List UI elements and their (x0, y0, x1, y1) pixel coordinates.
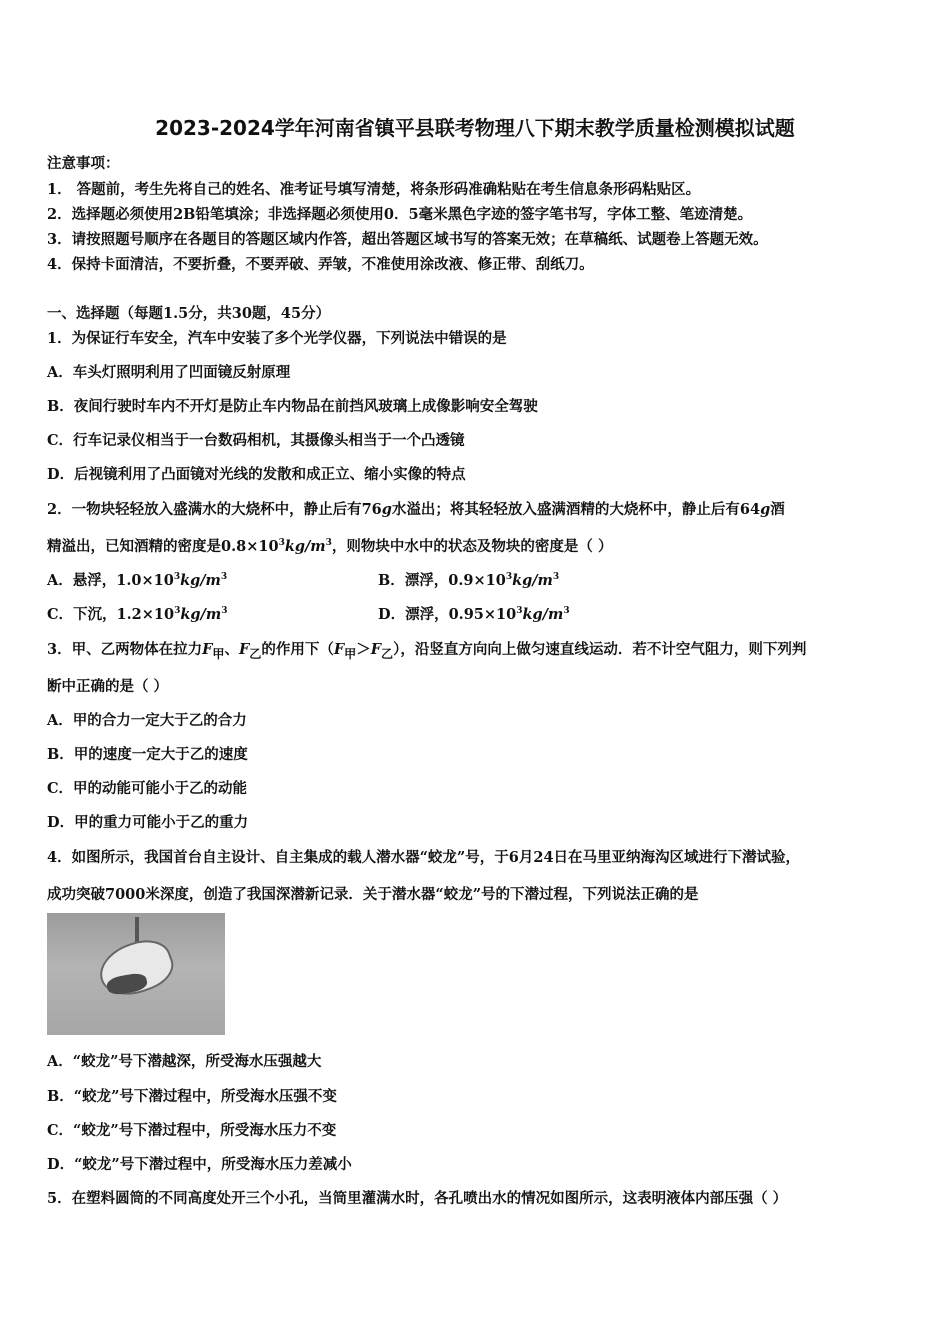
question-2-option-a (47, 569, 227, 590)
option-text: A．悬浮，1.0×10 (47, 572, 174, 589)
q3-stem-part: 的作用下（ (261, 641, 334, 658)
question-2-option-b (378, 569, 559, 590)
question-4-stem-continued: 成功突破7000米深度，创造了我国深潜新记录．关于潜水器“蛟龙”号的下潜过程，下列说法正确的是 (47, 886, 699, 903)
q2-stem-part: 2．一物块轻轻放入盛满水的大烧杯中，静止后有76 (47, 501, 382, 518)
page-title: 2023-2024学年河南省镇平县联考物理八下期末教学质量检测模拟试题 (155, 116, 795, 140)
question-3-option-c: C．甲的动能可能小于乙的动能 (47, 780, 248, 797)
option-text: D．漂浮，0.95×10 (378, 606, 517, 623)
question-2-option-c (47, 603, 227, 624)
question-3-stem (47, 638, 806, 662)
exponent: 3 (278, 538, 285, 549)
unit-density: kg/m (284, 538, 326, 555)
exponent: 3 (325, 538, 332, 549)
exponent: 3 (220, 572, 228, 583)
exponent: 3 (516, 606, 523, 617)
force-symbol: F (333, 641, 345, 658)
notice-heading: 注意事项： (47, 155, 120, 172)
question-4-option-b: B．“蛟龙”号下潜过程中，所受海水压强不变 (47, 1088, 337, 1105)
unit-density: kg/m (180, 606, 222, 623)
notice-item: 3．请按照题号顺序在各题目的答题区域内作答，超出答题区域书写的答案无效；在草稿纸、试题卷上答题无效。 (47, 231, 768, 248)
subscript: 甲 (212, 646, 225, 661)
option-text: B．漂浮，0.9×10 (378, 572, 506, 589)
unit-density: kg/m (512, 572, 553, 589)
q3-stem-part: 3．甲、乙两物体在拉力 (47, 641, 203, 658)
force-symbol: F (238, 641, 250, 658)
unit-density: kg/m (522, 606, 564, 623)
exponent: 3 (563, 606, 570, 617)
question-2-stem-continued (47, 535, 612, 556)
notice-item: 1． 答题前，考生先将自己的姓名、准考证号填写清楚，将条形码准确粘贴在考生信息条形码粘贴区。 (47, 181, 701, 198)
question-1-option-a: A．车头灯照明利用了凹面镜反射原理 (47, 364, 291, 381)
unit-g: g (760, 501, 771, 518)
subscript: 乙 (381, 646, 394, 661)
q2-stem-part: 精溢出，已知酒精的密度是0.8×10 (47, 538, 279, 555)
question-3-option-d: D．甲的重力可能小于乙的重力 (47, 814, 249, 831)
question-3-option-b: B．甲的速度一定大于乙的速度 (47, 746, 248, 763)
question-3-option-a: A．甲的合力一定大于乙的合力 (47, 712, 247, 729)
submersible-hull (93, 932, 180, 1004)
question-2-stem (47, 498, 785, 519)
exponent: 3 (174, 606, 181, 617)
greater-than: ＞ (356, 641, 371, 658)
notice-item: 2．选择题必须使用2B铅笔填涂；非选择题必须使用0．5毫米黑色字迹的签字笔书写，字体工整、笔迹清楚。 (47, 206, 753, 223)
separator: 、 (224, 641, 239, 658)
question-1-option-b: B．夜间行驶时车内不开灯是防止车内物品在前挡风玻璃上成像影响安全驾驶 (47, 398, 538, 415)
question-1-stem: 1．为保证行车安全，汽车中安装了多个光学仪器，下列说法中错误的是 (47, 330, 507, 347)
exponent: 3 (505, 572, 513, 583)
question-2-option-d (378, 603, 570, 624)
q2-stem-part: 酒 (770, 501, 785, 518)
question-4-option-a: A．“蛟龙”号下潜越深，所受海水压强越大 (47, 1053, 322, 1070)
question-1-option-d: D．后视镜利用了凸面镜对光线的发散和成正立、缩小实像的特点 (47, 466, 466, 483)
q2-stem-part: ，则物块中水中的状态及物块的密度是（ ） (331, 538, 613, 555)
subscript: 乙 (249, 646, 262, 661)
question-4-stem: 4．如图所示，我国首台自主设计、自主集成的载人潜水器“蛟龙”号，于6月24日在马里亚纳海沟区域进行下潜试验， (47, 849, 801, 866)
exponent: 3 (173, 572, 181, 583)
unit-g: g (381, 501, 392, 518)
question-5-stem: 5．在塑料圆筒的不同高度处开三个小孔，当筒里灌满水时，各孔喷出水的情况如图所示，这表明液体内部压强（ ） (47, 1190, 788, 1207)
question-4-option-d: D．“蛟龙”号下潜过程中，所受海水压力差减小 (47, 1156, 352, 1173)
force-symbol: F (370, 641, 382, 658)
submersible-photo (47, 913, 225, 1035)
exponent: 3 (552, 572, 560, 583)
option-text: C．下沉，1.2×10 (47, 606, 175, 623)
section-heading: 一、选择题（每题1.5分，共30题，45分） (47, 305, 331, 322)
notice-item: 4．保持卡面清洁，不要折叠，不要弄破、弄皱，不准使用涂改液、修正带、刮纸刀。 (47, 256, 594, 273)
question-1-option-c: C．行车记录仪相当于一台数码相机，其摄像头相当于一个凸透镜 (47, 432, 465, 449)
exponent: 3 (221, 606, 228, 617)
force-symbol: F (202, 641, 213, 658)
question-3-stem-continued: 断中正确的是（ ） (47, 678, 169, 695)
q3-stem-part: ），沿竖直方向向上做匀速直线运动．若不计空气阻力，则下列判 (393, 641, 807, 658)
question-4-option-c: C．“蛟龙”号下潜过程中，所受海水压力不变 (47, 1122, 337, 1139)
subscript: 甲 (344, 646, 357, 661)
q2-stem-part: 水溢出；将其轻轻放入盛满酒精的大烧杯中，静止后有64 (391, 501, 761, 518)
unit-density: kg/m (180, 572, 221, 589)
